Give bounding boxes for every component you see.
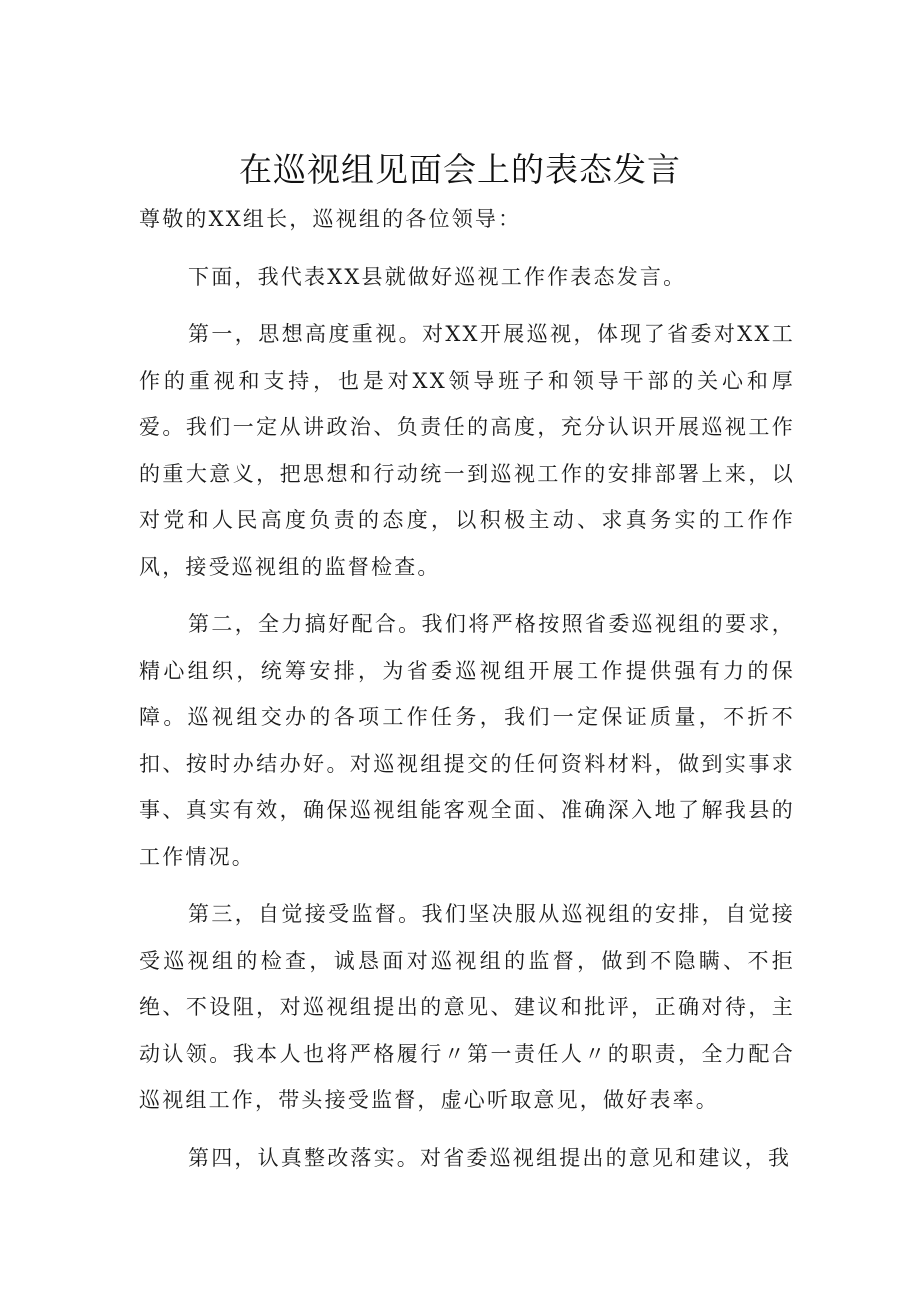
- paragraph-intro: 下面，我代表XX县就做好巡视工作作表态发言。: [188, 264, 687, 289]
- paragraph-fourth: 第四，认真整改落实。对省委巡视组提出的意见和建议，我: [188, 1145, 792, 1170]
- document-title: 在巡视组见面会上的表态发言: [239, 150, 681, 189]
- paragraph-second: 第二，全力搞好配合。我们将严格按照省委巡视组的要求，精心组织，统筹安排，为省委巡视组开展工作提供强有力的保障。巡视组交办的各项工作任务，我们一定保证质量，不折不扣、按时办结办好。对巡视组提交的任何资料材料，做到实事求事、真实有效，确保巡视组能客观全面、准确深入地了解我县的工作情况。: [139, 612, 795, 869]
- document-body: [139, 196, 795, 1192]
- paragraph-first: 第一，思想高度重视。对XX开展巡视，体现了省委对XX工作的重视和支持，也是对XX领导班子和领导干部的关心和厚爱。我们一定从讲政治、负责任的高度，充分认识开展巡视工作的重大意义，把思想和行动统一到巡视工作的安排部署上来，以对党和人民高度负责的态度，以积极主动、求真务实的工作作风，接受巡视组的监督检查。: [139, 322, 795, 579]
- paragraph-third: 第三，自觉接受监督。我们坚决服从巡视组的安排，自觉接受巡视组的检查，诚恳面对巡视组的监督，做到不隐瞒、不拒绝、不设阻，对巡视组提出的意见、建议和批评，正确对待，主动认领。我本人也将严格履行〃第一责任人〃的职责，全力配合巡视组工作，带头接受监督，虚心听取意见，做好表率。: [139, 902, 795, 1112]
- salutation: 尊敬的XX组长，巡视组的各位领导：: [139, 207, 522, 231]
